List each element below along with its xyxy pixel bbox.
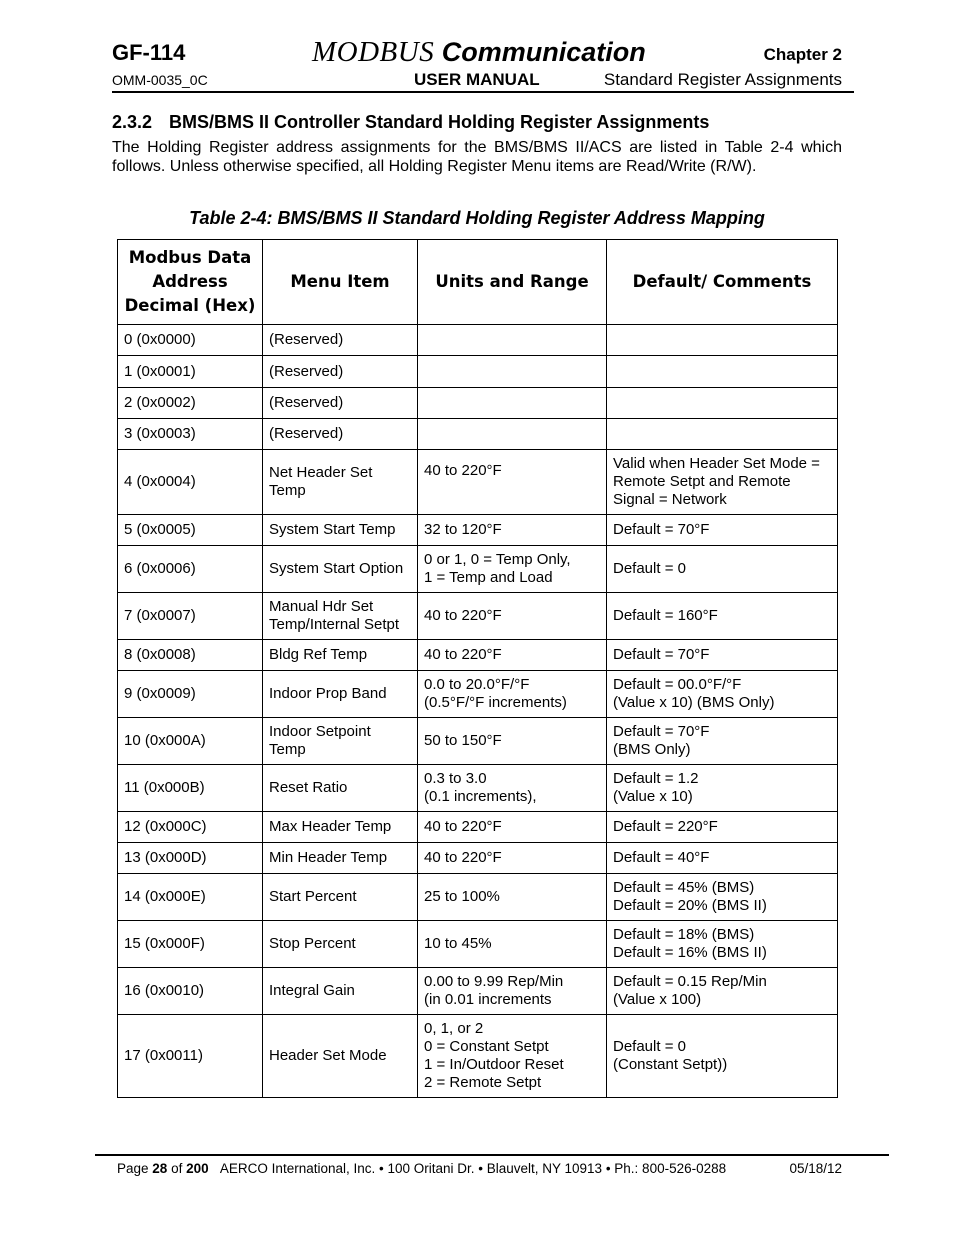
cell-units-range: 0.0 to 20.0°F/°F (0.5°F/°F increments) bbox=[418, 671, 607, 718]
page-total: 200 bbox=[186, 1161, 209, 1176]
cell-menu-item: (Reserved) bbox=[263, 419, 418, 450]
cell-units-range: 50 to 150°F bbox=[418, 718, 607, 765]
header-menu-item: Menu Item bbox=[263, 240, 418, 325]
cell-default: Default = 70°F (BMS Only) bbox=[607, 718, 838, 765]
header-default-comments: Default/ Comments bbox=[607, 240, 838, 325]
cell-default: Valid when Header Set Mode = Remote Setpt and Remote Signal = Network bbox=[607, 450, 838, 515]
cell-address: 7 (0x0007) bbox=[118, 593, 263, 640]
table-row bbox=[118, 1015, 838, 1098]
cell-default: Default = 40°F bbox=[607, 843, 838, 874]
cell-default bbox=[607, 356, 838, 388]
table-caption: Table 2-4: BMS/BMS II Standard Holding Register Address Mapping bbox=[189, 208, 765, 228]
table-header-row bbox=[118, 240, 838, 325]
cell-address: 8 (0x0008) bbox=[118, 640, 263, 671]
cell-units-range: 0.3 to 3.0 (0.1 increments), bbox=[418, 765, 607, 812]
table-row bbox=[118, 968, 838, 1015]
cell-default: Default = 45% (BMS) Default = 20% (BMS II) bbox=[607, 874, 838, 921]
cell-default: Default = 0 bbox=[607, 546, 838, 593]
table-row bbox=[118, 765, 838, 812]
cell-address: 17 (0x0011) bbox=[118, 1015, 263, 1098]
table-row bbox=[118, 356, 838, 388]
cell-units-range: 40 to 220°F bbox=[418, 640, 607, 671]
cell-address: 14 (0x000E) bbox=[118, 874, 263, 921]
cell-address: 11 (0x000B) bbox=[118, 765, 263, 812]
cell-default: Default = 0 (Constant Setpt)) bbox=[607, 1015, 838, 1098]
page-of: of bbox=[171, 1161, 183, 1176]
table-row bbox=[118, 921, 838, 968]
table-row bbox=[118, 671, 838, 718]
table-row bbox=[118, 546, 838, 593]
page-number: 28 bbox=[152, 1161, 168, 1176]
cell-units-range: 10 to 45% bbox=[418, 921, 607, 968]
cell-default: Default = 220°F bbox=[607, 812, 838, 843]
cell-address: 15 (0x000F) bbox=[118, 921, 263, 968]
cell-units-range bbox=[418, 388, 607, 419]
cell-units-range: 0.00 to 9.99 Rep/Min (in 0.01 increments bbox=[418, 968, 607, 1015]
cell-menu-item: (Reserved) bbox=[263, 356, 418, 388]
page-header-top bbox=[112, 36, 842, 70]
cell-units-range: 40 to 220°F bbox=[418, 593, 607, 640]
cell-address: 12 (0x000C) bbox=[118, 812, 263, 843]
cell-default bbox=[607, 388, 838, 419]
table-row bbox=[118, 388, 838, 419]
cell-menu-item: System Start Temp bbox=[263, 515, 418, 546]
header-rule bbox=[112, 91, 854, 93]
cell-units-range: 0, 1, or 2 0 = Constant Setpt 1 = In/Outdoor Reset 2 = Remote Setpt bbox=[418, 1015, 607, 1098]
table-row bbox=[118, 450, 838, 515]
title-rest: Communication bbox=[441, 37, 646, 67]
register-table bbox=[117, 239, 838, 1098]
cell-menu-item: (Reserved) bbox=[263, 325, 418, 356]
chapter-label: Chapter 2 bbox=[763, 45, 842, 64]
table-row bbox=[118, 718, 838, 765]
doc-id: GF-114 bbox=[112, 40, 186, 65]
cell-default: Default = 18% (BMS) Default = 16% (BMS II) bbox=[607, 921, 838, 968]
intro-paragraph: The Holding Register address assignments for the BMS/BMS II/ACS are listed in Table 2-4 which follows. Unless otherwise specified, all Holding Register Menu items are Read/Write (R/W). bbox=[112, 139, 842, 175]
cell-menu-item: Integral Gain bbox=[263, 968, 418, 1015]
doc-code: OMM-0035_0C bbox=[112, 72, 208, 88]
table-row bbox=[118, 325, 838, 356]
table-row bbox=[118, 515, 838, 546]
cell-default: Default = 160°F bbox=[607, 593, 838, 640]
cell-units-range: 40 to 220°F bbox=[418, 843, 607, 874]
cell-menu-item: Max Header Temp bbox=[263, 812, 418, 843]
cell-default: Default = 70°F bbox=[607, 515, 838, 546]
cell-menu-item: Bldg Ref Temp bbox=[263, 640, 418, 671]
table-row bbox=[118, 593, 838, 640]
cell-address: 9 (0x0009) bbox=[118, 671, 263, 718]
cell-units-range bbox=[418, 356, 607, 388]
cell-menu-item: (Reserved) bbox=[263, 388, 418, 419]
footer-rule bbox=[95, 1154, 889, 1156]
cell-address: 0 (0x0000) bbox=[118, 325, 263, 356]
cell-address: 3 (0x0003) bbox=[118, 419, 263, 450]
cell-units-range: 40 to 220°F bbox=[418, 450, 607, 515]
cell-address: 16 (0x0010) bbox=[118, 968, 263, 1015]
cell-address: 2 (0x0002) bbox=[118, 388, 263, 419]
section-heading bbox=[112, 112, 709, 133]
cell-menu-item: Min Header Temp bbox=[263, 843, 418, 874]
cell-menu-item: Manual Hdr Set Temp/Internal Setpt bbox=[263, 593, 418, 640]
header-units-range: Units and Range bbox=[418, 240, 607, 325]
cell-default: Default = 70°F bbox=[607, 640, 838, 671]
cell-menu-item: System Start Option bbox=[263, 546, 418, 593]
cell-units-range: 32 to 120°F bbox=[418, 515, 607, 546]
cell-address: 4 (0x0004) bbox=[118, 450, 263, 515]
page-header-bottom bbox=[112, 70, 842, 90]
cell-default: Default = 0.15 Rep/Min (Value x 100) bbox=[607, 968, 838, 1015]
cell-address: 1 (0x0001) bbox=[118, 356, 263, 388]
table-row bbox=[118, 874, 838, 921]
cell-menu-item: Reset Ratio bbox=[263, 765, 418, 812]
company-info: AERCO International, Inc. • 100 Oritani Dr. • Blauvelt, NY 10913 • Ph.: 800-526-0288 bbox=[219, 1161, 727, 1176]
cell-address: 10 (0x000A) bbox=[118, 718, 263, 765]
header-address: Modbus Data Address Decimal (Hex) bbox=[118, 240, 263, 325]
section-title: BMS/BMS II Controller Standard Holding Register Assignments bbox=[169, 112, 710, 132]
cell-units-range bbox=[418, 325, 607, 356]
page-prefix: Page bbox=[117, 1161, 149, 1176]
cell-units-range: 40 to 220°F bbox=[418, 812, 607, 843]
table-row bbox=[118, 812, 838, 843]
cell-menu-item: Net Header Set Temp bbox=[263, 450, 418, 515]
section-number: 2.3.2 bbox=[112, 112, 153, 132]
cell-menu-item: Indoor Prop Band bbox=[263, 671, 418, 718]
cell-units-range: 25 to 100% bbox=[418, 874, 607, 921]
title-brand: MODBUS bbox=[312, 36, 435, 68]
cell-menu-item: Start Percent bbox=[263, 874, 418, 921]
header-section-name: Standard Register Assignments bbox=[603, 70, 842, 89]
footer-date: 05/18/12 bbox=[789, 1161, 842, 1176]
cell-default: Default = 00.0°F/°F (Value x 10) (BMS Only) bbox=[607, 671, 838, 718]
page-title bbox=[312, 36, 646, 69]
table-row bbox=[118, 419, 838, 450]
table-row bbox=[118, 640, 838, 671]
cell-menu-item: Header Set Mode bbox=[263, 1015, 418, 1098]
cell-address: 13 (0x000D) bbox=[118, 843, 263, 874]
cell-units-range: 0 or 1, 0 = Temp Only, 1 = Temp and Load bbox=[418, 546, 607, 593]
cell-menu-item: Indoor Setpoint Temp bbox=[263, 718, 418, 765]
cell-default bbox=[607, 419, 838, 450]
table-row bbox=[118, 843, 838, 874]
cell-address: 5 (0x0005) bbox=[118, 515, 263, 546]
manual-label: USER MANUAL bbox=[414, 70, 540, 89]
cell-units-range bbox=[418, 419, 607, 450]
cell-default: Default = 1.2 (Value x 10) bbox=[607, 765, 838, 812]
cell-address: 6 (0x0006) bbox=[118, 546, 263, 593]
cell-default bbox=[607, 325, 838, 356]
page-footer bbox=[117, 1161, 842, 1176]
cell-menu-item: Stop Percent bbox=[263, 921, 418, 968]
